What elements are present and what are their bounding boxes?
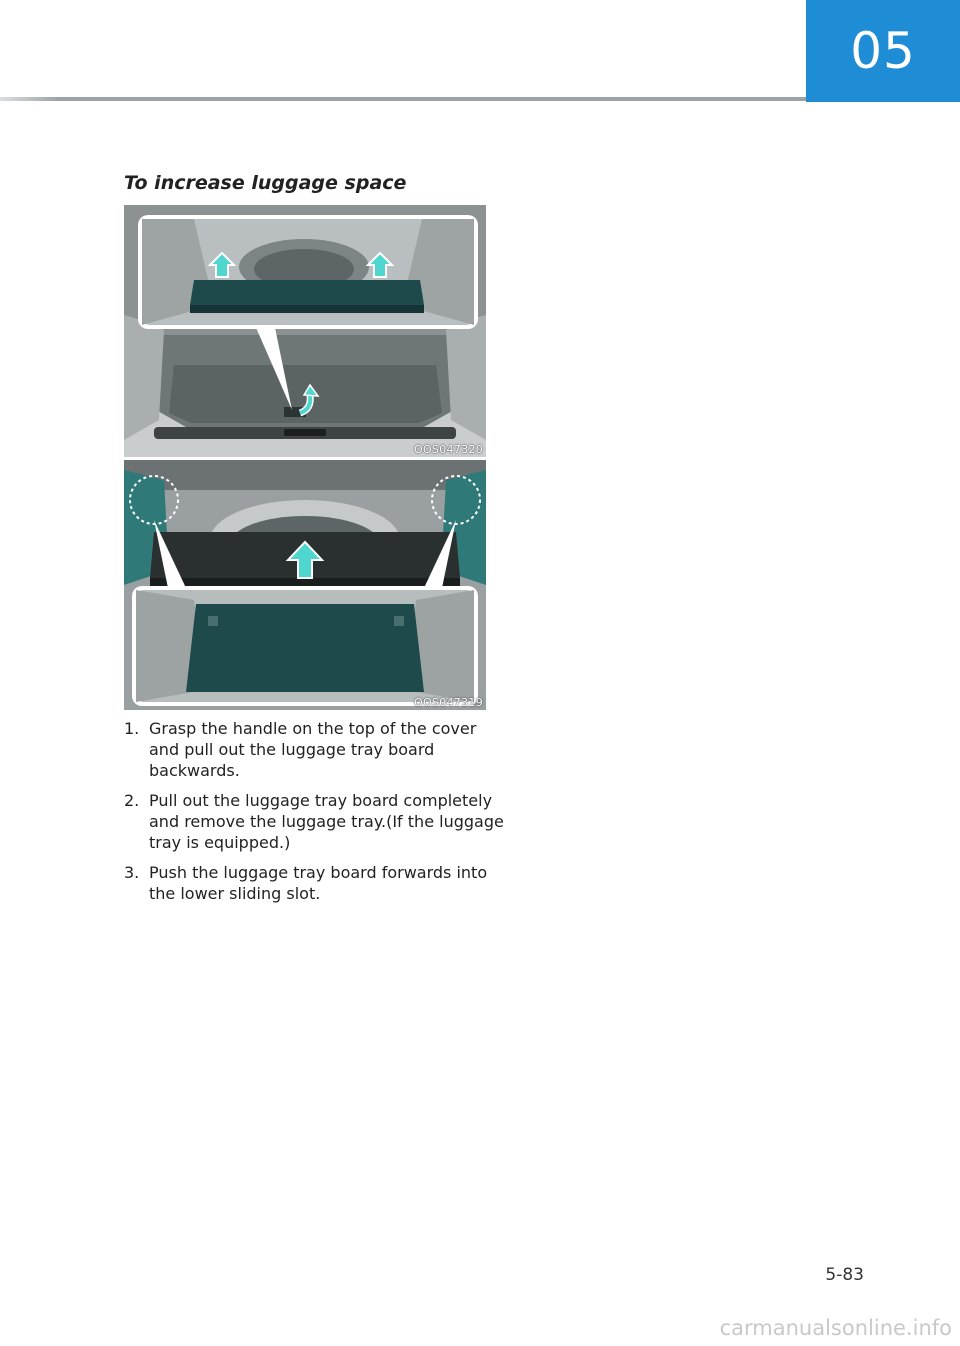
step-item bbox=[124, 862, 504, 904]
figure-code: OOS047319 bbox=[414, 696, 483, 709]
step-item bbox=[124, 790, 504, 853]
page-number: 5-83 bbox=[825, 1265, 864, 1285]
figure-code: OOS047320 bbox=[414, 443, 483, 456]
step-text: Push the luggage tray board forwards into the lower sliding slot. bbox=[149, 863, 488, 903]
step-text: Grasp the handle on the top of the cover and pull out the luggage tray board backwards. bbox=[149, 719, 477, 780]
watermark: carmanualsonline.info bbox=[719, 1316, 952, 1340]
luggage-board-slide-illustration bbox=[124, 460, 486, 710]
step-text: Pull out the luggage tray board completely and remove the luggage tray.(If the luggage tray is equipped.) bbox=[149, 791, 504, 852]
chapter-number: 05 bbox=[850, 22, 916, 80]
step-number: 2. bbox=[124, 791, 140, 810]
step-item bbox=[124, 718, 504, 781]
figure-luggage-board-pull bbox=[124, 205, 486, 457]
section-title: To increase luggage space bbox=[124, 172, 407, 194]
luggage-board-pull-illustration bbox=[124, 205, 486, 457]
header-rule bbox=[0, 97, 806, 101]
step-list bbox=[124, 718, 504, 913]
step-number: 1. bbox=[124, 719, 140, 738]
chapter-tab bbox=[806, 0, 960, 102]
step-number: 3. bbox=[124, 863, 140, 882]
figure-luggage-board-slide bbox=[124, 460, 486, 710]
